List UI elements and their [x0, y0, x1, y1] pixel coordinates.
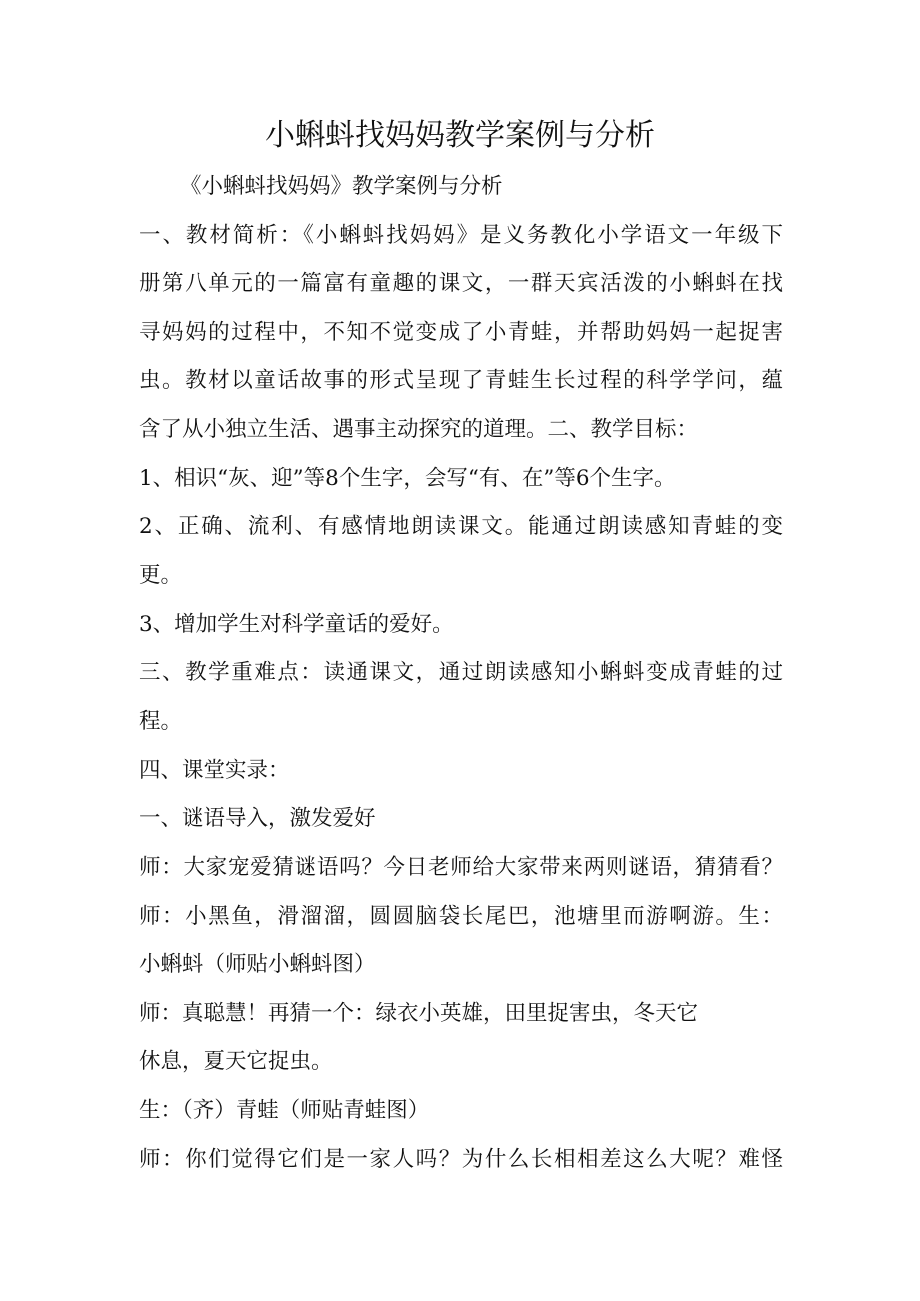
dialogue-line: 师：真聪慧！再猜一个：绿衣小英雄，田里捉害虫，冬天它 [139, 1001, 699, 1026]
dialogue-line: 小蝌蚪（师贴小蝌蚪图） [139, 952, 376, 977]
dialogue-line: 休息，夏天它捉虫。 [139, 1049, 333, 1074]
paragraph-line: 程。 [139, 709, 183, 734]
dialogue-line: 师：大家宠爱猜谜语吗？今日老师给大家带来两则谜语，猜猜看？ [139, 855, 783, 880]
dialogue-line: 生：（齐）青蛙（师贴青蛙图） [139, 1098, 430, 1123]
section-heading: 四、课堂实录： [139, 758, 290, 783]
document-subtitle: 《小蝌蚪找妈妈》教学案例与分析 [180, 174, 503, 199]
paragraph-line: 虫。教材以童话故事的形式呈现了青蛙生长过程的科学学问，蕴 [139, 368, 783, 393]
paragraph-line: 2、正确、流利、有感情地朗读课文。能通过朗读感知青蛙的变 [139, 514, 783, 539]
paragraph-line: 册第八单元的一篇富有童趣的课文，一群天宾活泼的小蝌蚪在找 [139, 271, 783, 296]
paragraph-line: 三、教学重难点：读通课文，通过朗读感知小蝌蚪变成青蛙的过 [139, 660, 783, 685]
paragraph-line: 更。 [139, 563, 183, 588]
paragraph-line: 3、增加学生对科学童话的爱好。 [139, 612, 454, 637]
paragraph-line: 含了从小独立生活、遇事主动探究的道理。二、教学目标： [139, 417, 699, 442]
dialogue-line: 师：小黑鱼，滑溜溜，圆圆脑袋长尾巴，池塘里而游啊游。生： [139, 904, 783, 929]
document-title: 小蝌蚪找妈妈教学案例与分析 [265, 118, 655, 153]
dialogue-line: 师：你们觉得它们是一家人吗？为什么长相相差这么大呢？难怪 [139, 1147, 783, 1172]
section-heading: 一、谜语导入，激发爱好 [139, 806, 376, 831]
paragraph-line: 1、相识“灰、迎”等8个生字，会写“有、在”等6个生字。 [139, 466, 676, 491]
paragraph-line: 寻妈妈的过程中，不知不觉变成了小青蛙，并帮助妈妈一起捉害 [139, 320, 783, 345]
paragraph-line: 一、教材简析：《小蝌蚪找妈妈》是义务教化小学语文一年级下 [139, 223, 783, 248]
